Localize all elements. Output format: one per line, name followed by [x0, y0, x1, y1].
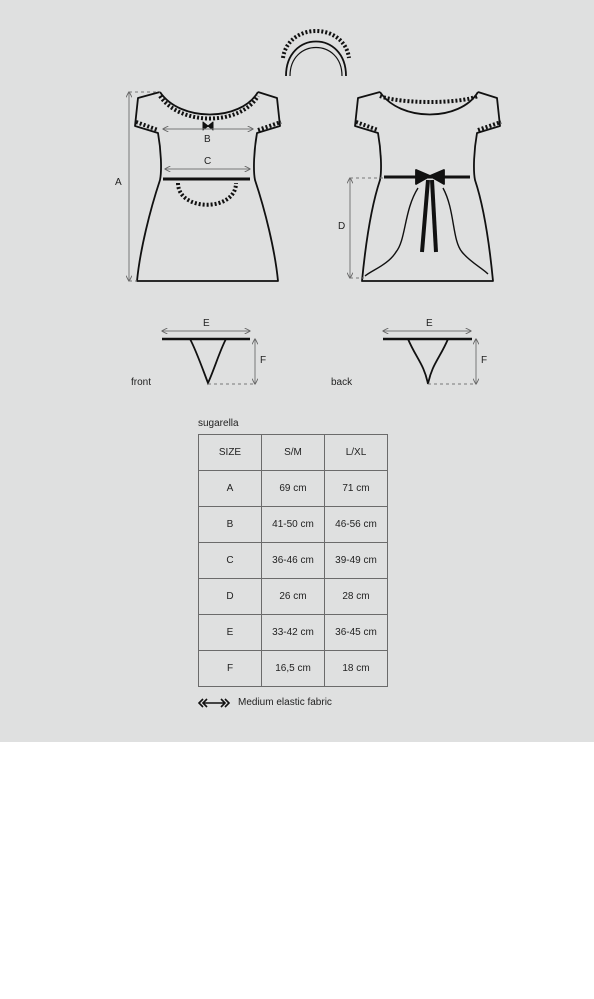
table-cell: B: [199, 507, 262, 543]
table-cell: 46-56 cm: [325, 507, 388, 543]
table-cell: 36-46 cm: [262, 543, 325, 579]
elastic-arrows-icon: [198, 698, 230, 708]
view-label-back: back: [331, 377, 353, 388]
dim-label-f-back: F: [481, 355, 488, 366]
table-cell: 18 cm: [325, 651, 388, 687]
fabric-note: [198, 697, 332, 708]
dim-label-b: B: [204, 134, 211, 145]
dim-label-c: C: [204, 156, 212, 167]
dim-label-e-back: E: [426, 318, 433, 329]
thong-front-illustration: [162, 339, 250, 383]
table-cell: 16,5 cm: [262, 651, 325, 687]
thong-back-illustration: [383, 339, 472, 384]
table-row: [199, 579, 388, 615]
size-table: [198, 434, 388, 687]
table-header-cell: L/XL: [325, 435, 388, 471]
table-header-cell: SIZE: [199, 435, 262, 471]
table-row: [199, 507, 388, 543]
table-cell: 36-45 cm: [325, 615, 388, 651]
table-cell: D: [199, 579, 262, 615]
table-cell: 69 cm: [262, 471, 325, 507]
table-header-cell: S/M: [262, 435, 325, 471]
table-row: [199, 615, 388, 651]
dim-label-a: A: [115, 177, 122, 188]
view-label-front: front: [131, 377, 152, 388]
table-cell: 39-49 cm: [325, 543, 388, 579]
table-cell: 33-42 cm: [262, 615, 325, 651]
dress-front-illustration: [135, 92, 281, 281]
dim-label-f-front: F: [260, 355, 267, 366]
table-header-row: [199, 435, 388, 471]
table-row: [199, 471, 388, 507]
fabric-note-text: Medium elastic fabric: [238, 697, 332, 708]
table-cell: 26 cm: [262, 579, 325, 615]
product-name: sugarella: [198, 418, 239, 429]
table-cell: F: [199, 651, 262, 687]
table-cell: A: [199, 471, 262, 507]
headband-illustration: [283, 31, 349, 76]
table-cell: C: [199, 543, 262, 579]
table-cell: E: [199, 615, 262, 651]
dim-label-e-front: E: [203, 318, 210, 329]
table-row: [199, 651, 388, 687]
dim-label-d: D: [338, 221, 346, 232]
table-cell: 28 cm: [325, 579, 388, 615]
dress-back-illustration: [355, 92, 501, 281]
table-cell: 71 cm: [325, 471, 388, 507]
table-cell: 41-50 cm: [262, 507, 325, 543]
table-row: [199, 543, 388, 579]
